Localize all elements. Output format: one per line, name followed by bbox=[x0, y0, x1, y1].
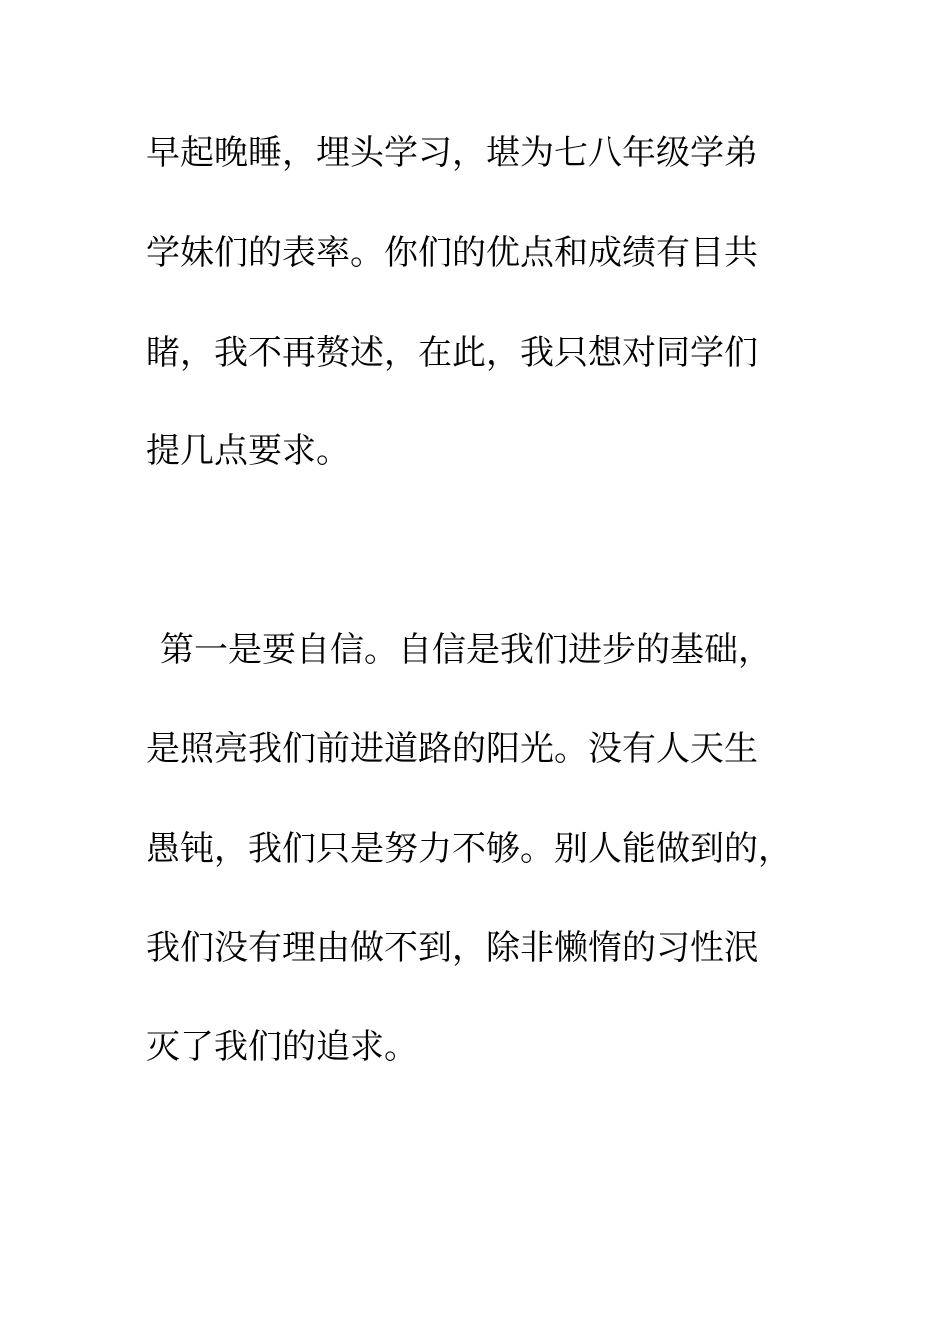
paragraph-line: 提几点要求。 bbox=[146, 431, 350, 471]
paragraph-line: 学妹们的表率。你们的优点和成绩有目共 bbox=[146, 233, 758, 273]
paragraph-line: 睹，我不再赘述，在此，我只想对同学们 bbox=[146, 333, 758, 373]
paragraph-line: 早起晚睡，埋头学习，堪为七八年级学弟 bbox=[146, 133, 758, 173]
paragraph-line: 我们没有理由做不到，除非懒惰的习性泯 bbox=[146, 928, 758, 968]
paragraph-line: 愚钝，我们只是努力不够。别人能做到的， bbox=[146, 829, 792, 869]
paragraph-line: 是照亮我们前进道路的阳光。没有人天生 bbox=[146, 729, 758, 769]
paragraph-line: 第一是要自信。自信是我们进步的基础， bbox=[160, 630, 772, 670]
paragraph-line: 灭了我们的追求。 bbox=[146, 1027, 418, 1067]
